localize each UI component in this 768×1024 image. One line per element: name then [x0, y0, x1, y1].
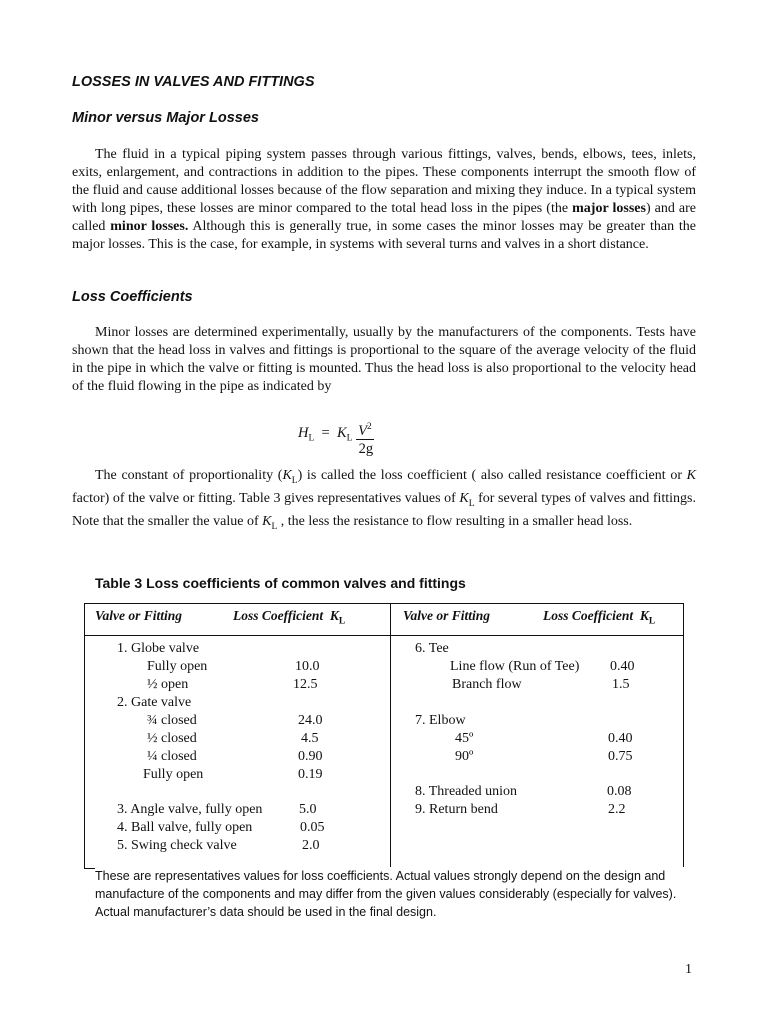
paragraph-loss-coefficients: Minor losses are determined experimentally, usually by the manufacturers of the components. Tests have shown that the head loss in valves and fittings is proportional to the square of the average velocity of the fluid in the pipe in which the valve or fitting is mounted. Thus the head loss is also proportional to the velocity head of the fluid flowing in the pipe as indicated by [72, 325, 696, 394]
table-row-globe-fully-open: Fully open [147, 659, 208, 674]
term-major-losses: major losses [572, 201, 646, 216]
table-value: 24.0 [298, 713, 323, 728]
page-number: 1 [685, 962, 692, 977]
table-footnote: These are representatives values for loss coefficients. Actual values strongly depend on the design and manufacture of the components and may differ from the given values considerably (especially for valves). Actual manufacturer’s data should be used in the final design. [95, 867, 685, 921]
table-value: 0.90 [298, 749, 323, 764]
table-column-divider [390, 604, 391, 868]
paragraph-proportionality: The constant of proportionality $(K_L)$ is called the loss coefficient ( also called resistance coefficient or K factor) of the valve or fitting. Table 3 gives representatives values of $K_L$ for several types of valves and fittings. Note that the smaller the value of $K_L$ , the less the resistance to flow resulting in a smaller head loss. [72, 468, 697, 532]
table-row-threaded-union: 8. Threaded union [415, 784, 517, 799]
table-row-gate-half: ½ closed [147, 731, 197, 746]
table-value: 1.5 [612, 677, 630, 692]
table-value: 2.0 [302, 838, 320, 853]
table-row-tee-line-flow: Line flow (Run of Tee) [450, 659, 580, 674]
table-row-swing-check: 5. Swing check valve [117, 838, 237, 853]
table-row-elbow: 7. Elbow [415, 713, 466, 728]
table-row-tee-branch-flow: Branch flow [452, 677, 522, 692]
section-heading-loss-coefficients: Loss Coefficients [72, 289, 193, 305]
term-minor-losses: minor losses. [110, 219, 189, 234]
table-row-gate-fully-open: Fully open [143, 767, 204, 782]
table-value: 0.05 [300, 820, 325, 835]
section-heading-minor-major: Minor versus Major Losses [72, 110, 259, 126]
table-value: 0.40 [608, 731, 633, 746]
loss-coefficient-table [84, 603, 684, 869]
table-row-elbow-90: 90º [455, 749, 474, 764]
document-title: LOSSES IN VALVES AND FITTINGS [72, 74, 315, 90]
table-row-gate-quarter: ¼ closed [147, 749, 197, 764]
table-value: 0.08 [607, 784, 632, 799]
table-caption: Table 3 Loss coefficients of common valves and fittings [95, 575, 466, 591]
table-value: 12.5 [293, 677, 318, 692]
table-header-divider [85, 635, 683, 636]
table-value: 0.40 [610, 659, 635, 674]
head-loss-formula: $H_L = K_L$ $\frac{V^2}{2g}$ [298, 409, 374, 458]
table-value: 10.0 [295, 659, 320, 674]
table-row-globe-valve: 1. Globe valve [117, 641, 200, 656]
velocity-head-fraction: $\frac{V^2}{2g}$ [356, 419, 374, 458]
table-value: 5.0 [299, 802, 317, 817]
table-value: 4.5 [301, 731, 319, 746]
table-row-gate-valve: 2. Gate valve [117, 695, 192, 710]
table-value: 0.75 [608, 749, 633, 764]
paragraph-minor-losses: The fluid in a typical piping system passes through various fittings, valves, bends, elbows, tees, inlets, exits, enlargement, and contractions in addition to the pipes. These components interrupt the smooth flow of the fluid and cause additional losses because of the flow separation and mixing they induce. In a typical system with long pipes, these losses are minor compared to the total head loss in the pipes (the major losses) and are called minor losses. Although this is generally true, in some cases the minor losses may be greater than the major losses. This is the case, for example, in systems with several turns and valves in a short distance. [72, 147, 697, 252]
header-valve-fitting-left: Valve or Fitting [95, 608, 183, 623]
table-row-globe-half-open: ½ open [147, 677, 189, 692]
table-row-return-bend: 9. Return bend [415, 802, 498, 817]
header-valve-fitting-right: Valve or Fitting [403, 608, 491, 623]
header-loss-coefficient-right: Loss Coefficient $K_L$ [543, 608, 656, 627]
table-value: 2.2 [608, 802, 626, 817]
header-loss-coefficient-left: Loss Coefficient $K_L$ [233, 608, 346, 627]
table-row-tee: 6. Tee [415, 641, 449, 656]
table-value: 0.19 [298, 767, 323, 782]
table-row-elbow-45: 45º [455, 731, 474, 746]
table-row-angle-valve: 3. Angle valve, fully open [117, 802, 263, 817]
table-row-gate-three-quarter: ¾ closed [147, 713, 197, 728]
table-row-ball-valve: 4. Ball valve, fully open [117, 820, 253, 835]
